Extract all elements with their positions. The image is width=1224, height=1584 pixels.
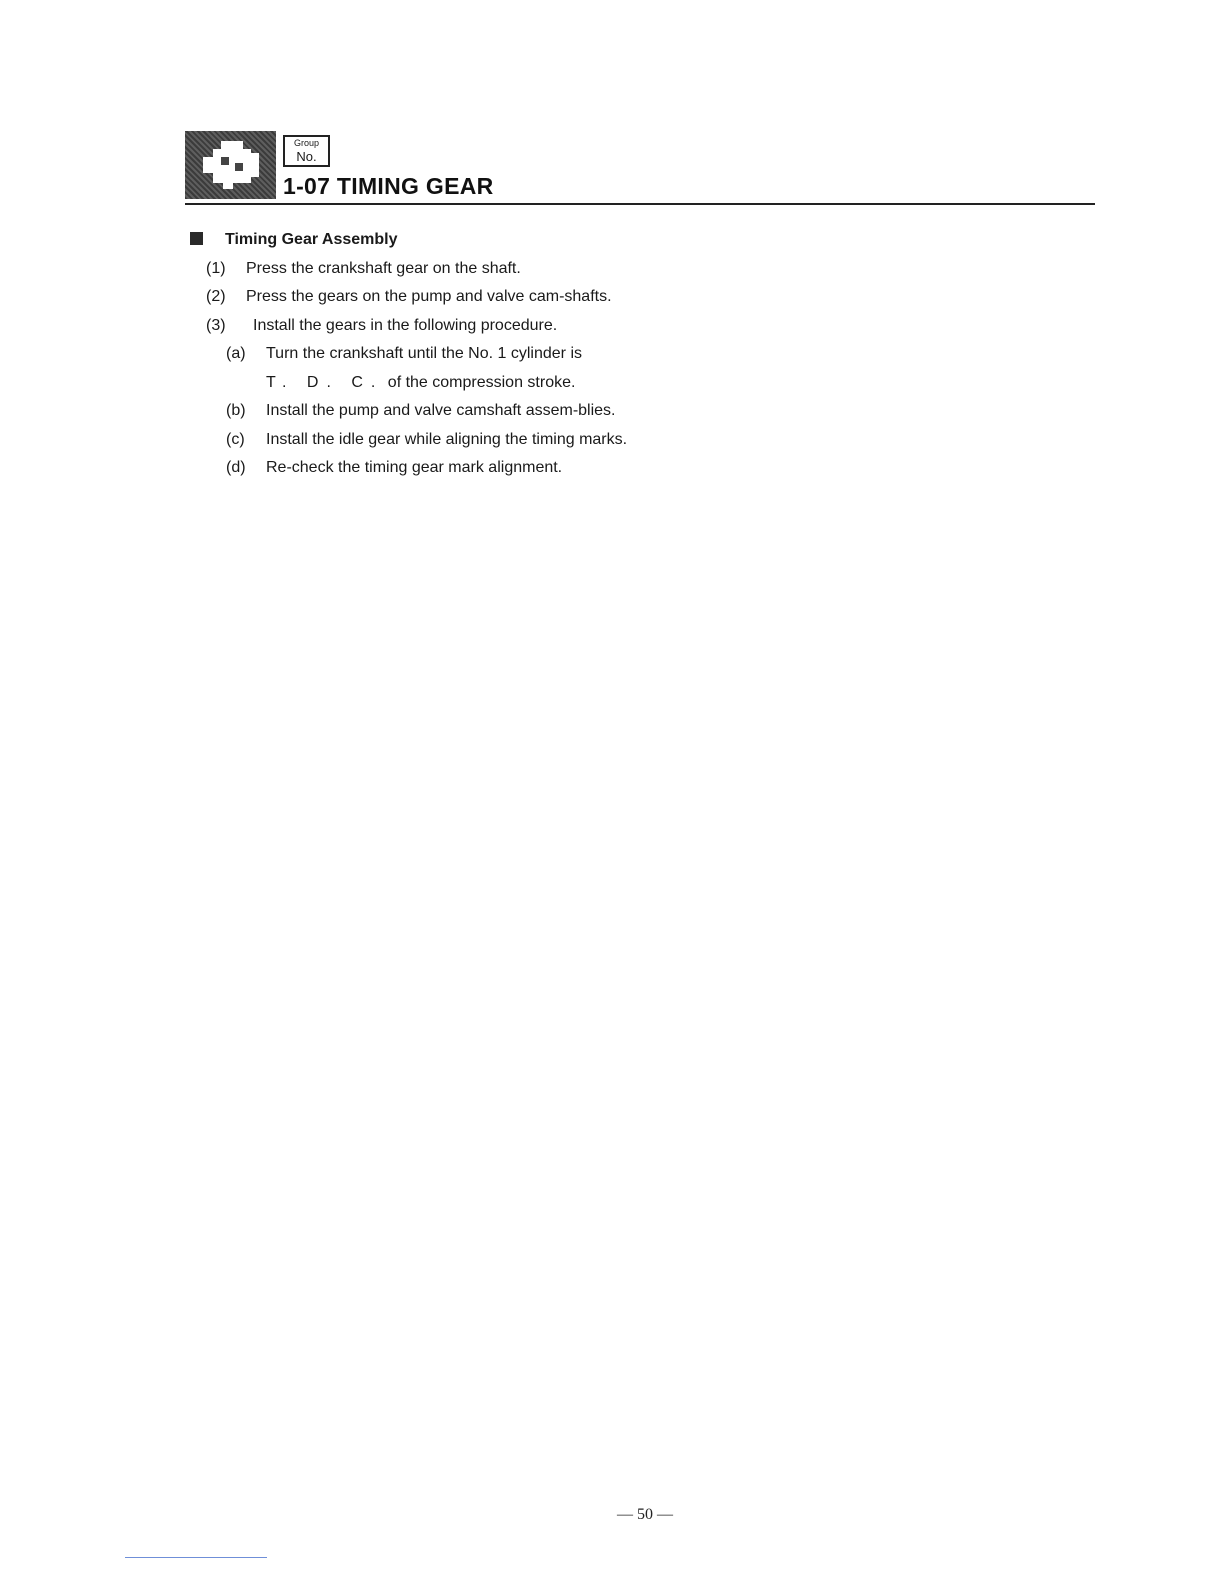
sub-item-letter: (b): [226, 402, 246, 419]
list-item: [190, 283, 630, 312]
item-number: (2): [206, 288, 226, 305]
list-item: [190, 255, 630, 284]
tdc-abbreviation: T. D. C.: [266, 373, 384, 391]
item-number: (3): [206, 316, 226, 334]
sub-item-text: Install the pump and valve camshaft assem-blies.: [266, 402, 616, 419]
sub-item-letter: (a): [226, 345, 246, 362]
list-item: [190, 312, 630, 341]
sub-item-letter: (d): [226, 459, 246, 476]
subsection-title-text: Timing Gear Assembly: [225, 231, 398, 248]
item-number: (1): [206, 259, 226, 277]
section-title: 1-07 TIMING GEAR: [283, 173, 494, 199]
item-text: Install the gears in the following procedure.: [253, 316, 558, 334]
sub-item-text: Turn the crankshaft until the No. 1 cylinder is: [266, 345, 582, 362]
sub-list-item: [190, 454, 630, 483]
group-number-box: [283, 135, 330, 167]
sub-item-text-continued: of the compression stroke.: [387, 373, 576, 391]
sub-item-text: Install the idle gear while aligning the timing marks.: [266, 430, 628, 448]
group-badge: [185, 131, 276, 199]
sub-item-text: Re-check the timing gear mark alignment.: [266, 459, 563, 476]
sub-list-item: [190, 397, 630, 426]
subsection-title: [190, 226, 630, 255]
page-number: — 50 —: [617, 1506, 673, 1523]
sub-list-item: [190, 426, 630, 455]
square-bullet-icon: [190, 232, 203, 245]
procedure-content: [190, 226, 630, 483]
bottom-scan-line: [125, 1557, 267, 1558]
engine-icon: [199, 139, 263, 191]
section-header: [185, 131, 1095, 211]
sub-list-item: [190, 340, 630, 397]
sub-item-letter: (c): [226, 430, 245, 448]
item-text: Press the crankshaft gear on the shaft.: [246, 259, 521, 277]
header-rule: [185, 203, 1095, 205]
group-label: Group: [293, 138, 319, 148]
number-label: No.: [296, 149, 317, 164]
item-text: Press the gears on the pump and valve cam-shafts.: [246, 288, 612, 305]
